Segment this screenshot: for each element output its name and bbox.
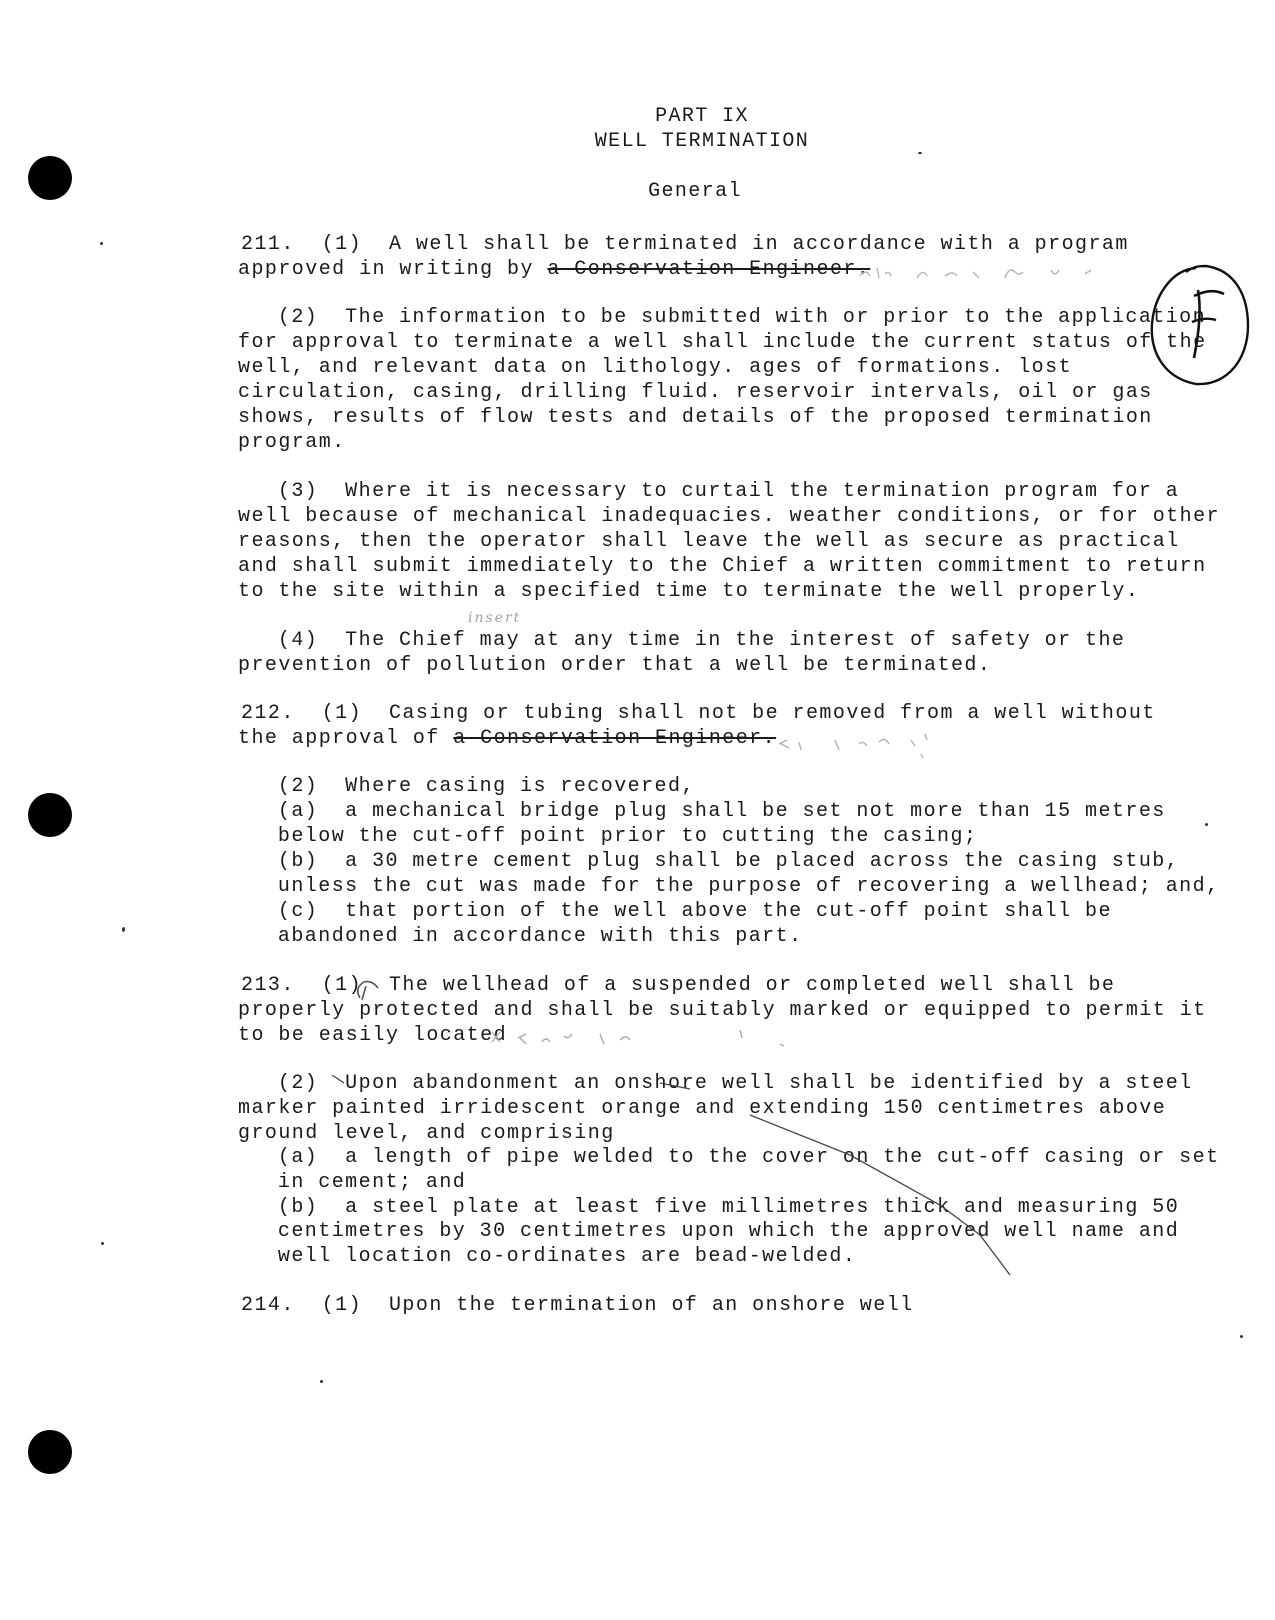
text-line: well because of mechanical inadequacies. weather conditions, or for other	[238, 505, 1220, 528]
text-line: abandoned in accordance with this part.	[251, 925, 803, 948]
punch-hole-bottom	[28, 1430, 72, 1474]
text-line: (a) a mechanical bridge plug shall be set not more than 15 metres	[251, 800, 1166, 823]
text-line: (2) The information to be submitted with or prior to the application	[251, 306, 1207, 329]
text-line: properly protected and shall be suitably marked or equipped to permit it	[238, 999, 1207, 1022]
handwritten-annotation	[775, 730, 975, 760]
text-line: shows, results of flow tests and details of the proposed termination	[238, 406, 1153, 429]
text-line	[238, 258, 870, 282]
text-line: prevention of pollution order that a well be terminated.	[238, 654, 992, 677]
text-line: 214. (1) Upon the termination of an onshore well	[241, 1294, 914, 1317]
text-line: 212. (1) Casing or tubing shall not be removed from a well without	[241, 702, 1156, 725]
text-line: well location co-ordinates are bead-welded.	[251, 1245, 857, 1268]
handwritten-annotation	[490, 1026, 800, 1052]
struck-text: a Conservation Engineer.	[453, 727, 777, 750]
text-line: and shall submit immediately to the Chief a written commitment to return	[238, 555, 1207, 578]
speck	[918, 152, 922, 154]
text-span: approved in writing by	[238, 258, 548, 281]
punch-hole-top	[28, 156, 72, 200]
speck	[1240, 1335, 1243, 1338]
text-line: (a) a length of pipe welded to the cover on the cut-off casing or set	[251, 1146, 1220, 1169]
speck	[100, 242, 103, 245]
part-title-heading: WELL TERMINATION	[594, 130, 810, 153]
text-line: for approval to terminate a well shall include the current status of the	[238, 331, 1207, 354]
speck	[122, 927, 125, 932]
text-line: (2) Upon abandonment an onshore well shall be identified by a steel	[251, 1072, 1193, 1095]
struck-text: a Conservation Engineer.	[547, 258, 871, 281]
text-line: (4) The Chief may at any time in the interest of safety or the	[251, 629, 1126, 652]
text-line: program.	[238, 431, 346, 454]
margin-note-text: F	[1150, 260, 1151, 261]
part-number-heading: PART IX	[655, 105, 749, 128]
text-line: 213. (1) The wellhead of a suspended or completed well shall be	[241, 974, 1116, 997]
section-heading: General	[648, 180, 742, 203]
speck	[1205, 823, 1208, 826]
text-span: the approval of	[238, 727, 454, 750]
speck	[101, 1242, 104, 1245]
text-line: centimetres by 30 centimetres upon which the approved well name and	[251, 1220, 1180, 1243]
speck	[320, 1380, 323, 1383]
pen-stroke	[330, 1075, 1030, 1295]
text-line: (b) a steel plate at least five millimetres thick and measuring 50	[251, 1196, 1180, 1219]
text-line: below the cut-off point prior to cutting the casing;	[251, 825, 978, 848]
text-line: (b) a 30 metre cement plug shall be placed across the casing stub,	[251, 850, 1180, 873]
text-line: marker painted irridescent orange and extending 150 centimetres above	[238, 1097, 1167, 1120]
text-line: to the site within a specified time to terminate the well properly.	[238, 580, 1140, 603]
punch-hole-middle	[28, 793, 72, 837]
text-line: in cement; and	[251, 1171, 467, 1194]
text-line: (c) that portion of the well above the cut-off point shall be	[251, 900, 1112, 923]
text-line: ground level, and comprising	[238, 1122, 615, 1145]
handwritten-insert: insert	[468, 610, 522, 626]
text-line: reasons, then the operator shall leave the well as secure as practical	[238, 530, 1180, 553]
text-line: 211. (1) A well shall be terminated in accordance with a program	[241, 233, 1129, 256]
text-line: (3) Where it is necessary to curtail the termination program for a	[251, 480, 1180, 503]
text-line: unless the cut was made for the purpose of recovering a wellhead; and,	[251, 875, 1220, 898]
text-line: to be easily located	[238, 1024, 508, 1047]
text-line: circulation, casing, drilling fluid. reservoir intervals, oil or gas	[238, 381, 1153, 404]
handwritten-annotation	[855, 258, 1145, 286]
text-line: well, and relevant data on lithology. ages of formations. lost	[238, 356, 1073, 379]
text-line: (2) Where casing is recovered,	[251, 775, 695, 798]
text-line	[238, 727, 776, 751]
